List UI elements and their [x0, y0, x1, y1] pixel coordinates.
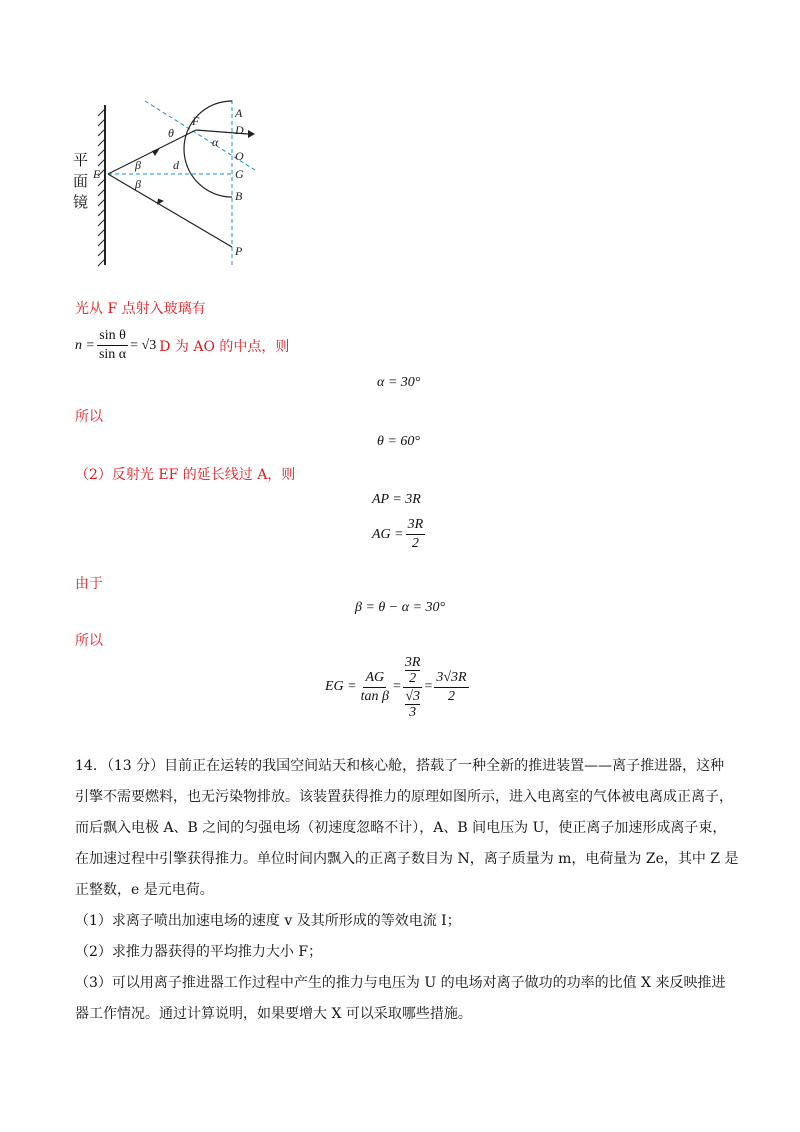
question-line: 正整数，e 是元电荷。 — [75, 882, 214, 898]
label-E: E — [93, 167, 101, 181]
equation-refraction — [75, 328, 289, 363]
equation-beta: β = θ − α = 30° — [355, 600, 446, 615]
eq7-f2-den-den: 3 — [409, 704, 417, 720]
eq7-fraction-2 — [403, 655, 423, 720]
angle-alpha: α — [212, 135, 219, 149]
label-P: P — [235, 244, 243, 258]
question-line: 而后飘入电极 A、B 之间的匀强电场（初速度忽略不计），A、B 间电压为 U，使正离子加速形成离子束， — [75, 820, 727, 836]
question-line: 在加速过程中引擎获得推力。单位时间内飘入的正离子数目为 N，离子质量为 m，电荷量为 Ze，其中 Z 是 — [75, 851, 739, 867]
question-line: 引擎不需要燃料，也无污染物排放。该装置获得推力的原理如图所示，进入电离室的气体被电离成正离子， — [75, 789, 733, 805]
eq7-fraction-3 — [434, 670, 468, 705]
so-label-2: 所以 — [75, 633, 103, 649]
eq7-f2-den-num: √3 — [405, 688, 421, 704]
eq7-fraction-1 — [359, 670, 391, 705]
eq5-num: 3R — [406, 517, 426, 535]
angle-beta-1: β — [135, 158, 141, 172]
question-part-1: （1）求离子喷出加速电场的速度 v 及其所形成的等效电流 I； — [75, 913, 461, 929]
angle-theta: θ — [168, 126, 174, 140]
so-label-1: 所以 — [75, 409, 103, 425]
eq5-den: 2 — [411, 536, 419, 551]
eq1-rhs: = √3 — [130, 337, 157, 353]
eq7-f3-den: 2 — [447, 688, 455, 704]
distance-d: d — [173, 158, 179, 172]
eq7-lhs: EG = — [325, 679, 357, 694]
eq5-lhs: AG = — [372, 526, 404, 542]
equation-EG: EG = $\frac{AG}{\text{tan β}}$ = $\frac{\frac{3R}{2}}{\frac{√3}{3}}$ = $\frac{3√3R}{2}$ — [325, 654, 467, 720]
part-2-heading: （2）反射光 EF 的延长线过 A，则 — [75, 467, 296, 483]
eq1-fraction — [97, 328, 128, 363]
eq7-f2-num-den: 2 — [409, 670, 417, 686]
eq7-f1-num: AG — [363, 670, 386, 688]
eq7-f1-den: tan β — [360, 688, 389, 704]
eq1-tail: D 为 AO 的中点，则 — [159, 338, 290, 355]
label-A: A — [235, 106, 243, 120]
question-part-3: （3）可以用离子推进器工作过程中产生的推力与电压为 U 的电场对离子做功的功率的比值 X 来反映推进 — [75, 975, 726, 991]
eq1-den: sin α — [98, 347, 127, 362]
eq7-f2-num-num: 3R — [404, 654, 421, 670]
equation-theta: θ = 60° — [377, 434, 420, 449]
equation-AG — [372, 517, 427, 552]
angle-beta-2: β — [135, 177, 141, 191]
question-line: 器工作情况。通过计算说明，如果要增大 X 可以采取哪些措施。 — [75, 1006, 472, 1022]
question-line: 14．（13 分）目前正在运转的我国空间站天和核心舱，搭载了一种全新的推进装置——离子推进器，这种 — [75, 758, 725, 774]
eq5-fraction — [406, 517, 426, 552]
eq1-num: sin θ — [97, 328, 128, 346]
plane-mirror — [98, 105, 105, 266]
label-D: D — [235, 123, 244, 137]
solution-line-1: 光从 F 点射入玻璃有 — [75, 301, 206, 317]
mirror-label: 平面镜 — [73, 151, 89, 211]
eq1-lhs: n = — [75, 337, 95, 353]
eq7-f3-num: 3√3R — [434, 670, 468, 688]
optics-diagram — [60, 95, 280, 270]
label-B: B — [235, 189, 243, 203]
label-G: G — [235, 167, 244, 181]
label-F: F — [192, 114, 200, 128]
equation-alpha: α = 30° — [377, 375, 421, 390]
since-label: 由于 — [75, 576, 103, 592]
question-14 — [75, 751, 745, 1030]
label-O: O — [235, 149, 244, 163]
question-part-2: （2）求推力器获得的平均推力大小 F； — [75, 944, 323, 960]
equation-AP: AP = 3R — [372, 492, 421, 507]
